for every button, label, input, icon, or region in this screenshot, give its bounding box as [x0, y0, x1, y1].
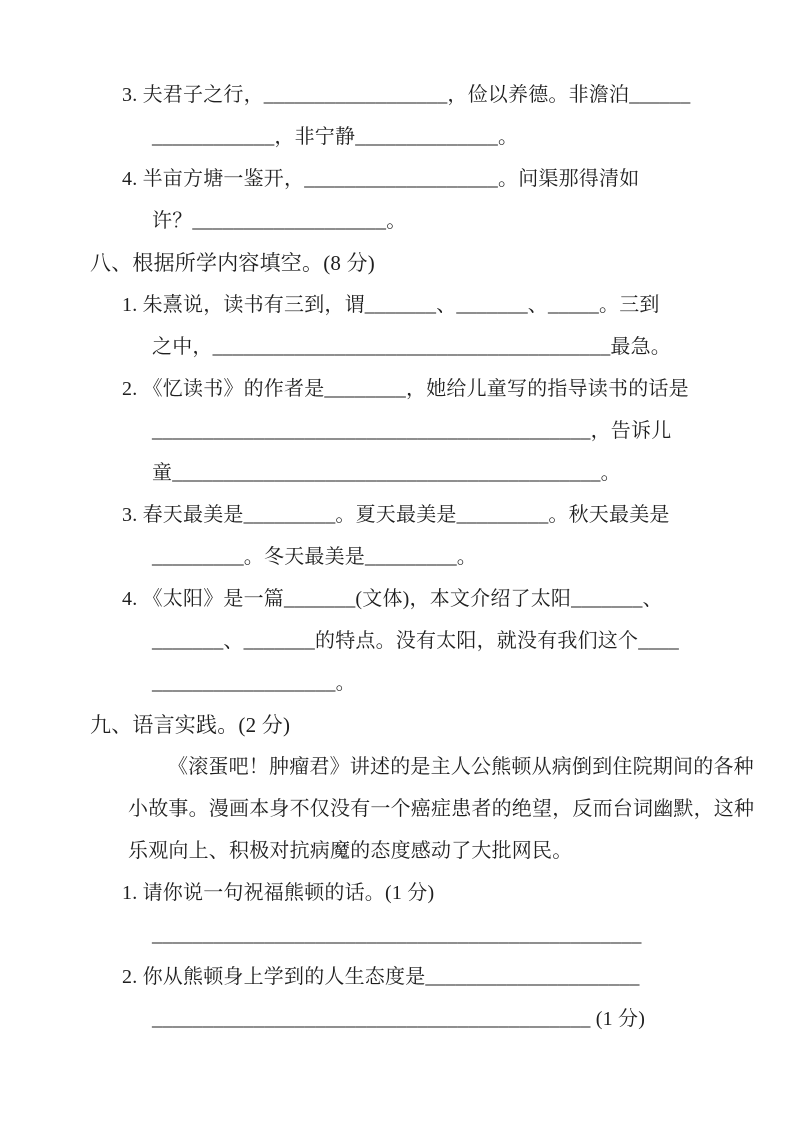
- section-heading: 八、根据所学内容填空。(8 分): [90, 251, 375, 275]
- question-item: 2. 《忆读书》的作者是________，她给儿童写的指导读书的话是: [122, 378, 689, 400]
- question-continuation: 童__________________________________________。: [152, 462, 621, 484]
- question-continuation: __________________。: [152, 672, 356, 694]
- intro-paragraph-line: 小故事。漫画本身不仅没有一个癌症患者的绝望，反而台词幽默，这种: [128, 798, 755, 820]
- question-continuation: ___________________________________________，告诉儿: [152, 420, 672, 442]
- intro-paragraph-line: 乐观向上、积极对抗病魔的态度感动了大批网民。: [128, 840, 573, 862]
- question-item: 3. 春天最美是_________。夏天最美是_________。秋天最美是: [122, 504, 670, 526]
- intro-paragraph-line: 《滚蛋吧！肿瘤君》讲述的是主人公熊顿从病倒到住院期间的各种: [168, 756, 754, 778]
- section-heading: 九、语言实践。(2 分): [90, 713, 291, 737]
- question-item: 1. 朱熹说，读书有三到，谓_______、_______、_____。三到: [122, 294, 660, 316]
- answer-blank-line: ________________________________________________: [152, 924, 642, 946]
- question-item: 3. 夫君子之行，__________________，俭以养德。非澹泊______: [122, 84, 691, 106]
- answer-blank-line: ___________________________________________ (1 分): [152, 1008, 646, 1030]
- question-item: 1. 请你说一句祝福熊顿的话。(1 分): [122, 882, 435, 904]
- question-item: 4. 《太阳》是一篇_______(文体)，本文介绍了太阳_______、: [122, 588, 663, 610]
- question-continuation: 之中，_______________________________________最急。: [152, 336, 671, 358]
- question-continuation: ____________，非宁静______________。: [152, 126, 519, 148]
- question-item: 2. 你从熊顿身上学到的人生态度是_____________________: [122, 966, 640, 988]
- question-continuation: _______、_______的特点。没有太阳，就没有我们这个____: [152, 630, 679, 652]
- question-item: 4. 半亩方塘一鉴开，___________________。问渠那得清如: [122, 168, 640, 190]
- question-continuation: _________。冬天最美是_________。: [152, 546, 477, 568]
- question-continuation: 许？___________________。: [152, 210, 407, 232]
